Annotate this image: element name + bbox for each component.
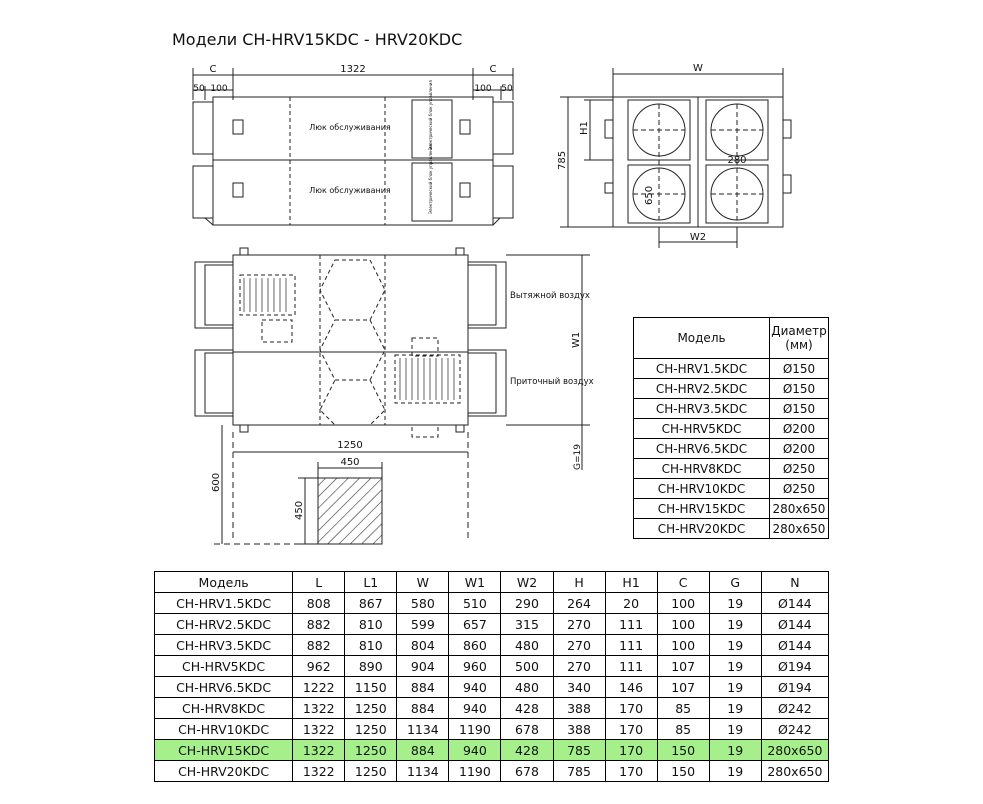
- dim-w2: W2: [689, 232, 707, 243]
- cell-diameter: 280x650: [770, 519, 829, 539]
- spec-cell: 960: [449, 656, 501, 677]
- spec-header-3: W: [397, 572, 449, 593]
- cell-model: CH-HRV2.5KDC: [634, 379, 770, 399]
- table-row: [634, 419, 829, 439]
- spec-cell: 100: [657, 593, 709, 614]
- spec-cell: 1250: [345, 740, 397, 761]
- table-row: [634, 499, 829, 519]
- spec-cell: 1190: [449, 761, 501, 782]
- spec-cell: Ø194: [761, 656, 828, 677]
- spec-cell: 85: [657, 698, 709, 719]
- cell-diameter: Ø150: [770, 359, 829, 379]
- spec-cell: 107: [657, 677, 709, 698]
- spec-cell: 19: [709, 761, 761, 782]
- spec-cell: 1150: [345, 677, 397, 698]
- spec-cell: 480: [501, 635, 553, 656]
- dim-c-right: C: [489, 64, 497, 75]
- spec-header-7: H1: [605, 572, 657, 593]
- spec-cell: 810: [345, 614, 397, 635]
- spec-cell: 940: [449, 740, 501, 761]
- hatch-label-1: Люк обслуживания: [309, 123, 391, 132]
- dim-length: 1322: [340, 64, 366, 75]
- spec-cell: CH-HRV20KDC: [155, 761, 293, 782]
- side-view: [560, 68, 791, 248]
- top-view: [193, 68, 513, 225]
- spec-header-1: L: [293, 572, 345, 593]
- table-row: [155, 719, 829, 740]
- cell-model: CH-HRV3.5KDC: [634, 399, 770, 419]
- control-box-label-1: Электрический блок управления: [428, 80, 433, 150]
- spec-cell: Ø242: [761, 698, 828, 719]
- cell-diameter: Ø150: [770, 399, 829, 419]
- spec-cell: CH-HRV3.5KDC: [155, 635, 293, 656]
- spec-cell: 111: [605, 656, 657, 677]
- table-row: [634, 359, 829, 379]
- spec-cell: 85: [657, 719, 709, 740]
- spec-cell: 882: [293, 635, 345, 656]
- spec-cell: 785: [553, 740, 605, 761]
- diameter-header-diameter: Диаметр (мм): [770, 318, 829, 359]
- spec-cell: 19: [709, 614, 761, 635]
- spec-cell: 170: [605, 719, 657, 740]
- spec-cell: CH-HRV6.5KDC: [155, 677, 293, 698]
- spec-cell: 904: [397, 656, 449, 677]
- spec-cell: 890: [345, 656, 397, 677]
- spec-cell: 1250: [345, 719, 397, 740]
- table-row: [634, 459, 829, 479]
- cell-diameter: 280x650: [770, 499, 829, 519]
- dim-450-height: 450: [294, 500, 305, 520]
- spec-cell: CH-HRV15KDC: [155, 740, 293, 761]
- spec-cell: 19: [709, 635, 761, 656]
- spec-cell: 599: [397, 614, 449, 635]
- spec-cell: 1322: [293, 698, 345, 719]
- spec-header-0: Модель: [155, 572, 293, 593]
- spec-header-6: H: [553, 572, 605, 593]
- spec-cell: 340: [553, 677, 605, 698]
- spec-cell: 19: [709, 593, 761, 614]
- spec-cell: 280x650: [761, 740, 828, 761]
- spec-cell: 270: [553, 635, 605, 656]
- spec-cell: 264: [553, 593, 605, 614]
- spec-cell: CH-HRV1.5KDC: [155, 593, 293, 614]
- dim-g: G=19: [573, 444, 583, 470]
- spec-header-8: C: [657, 572, 709, 593]
- spec-cell: 940: [449, 698, 501, 719]
- spec-cell: 1250: [345, 761, 397, 782]
- dim-c-left: C: [209, 64, 217, 75]
- spec-cell: 19: [709, 677, 761, 698]
- dim-100-right: 100: [474, 84, 492, 94]
- spec-cell: 388: [553, 719, 605, 740]
- spec-cell: Ø242: [761, 719, 828, 740]
- spec-cell: 867: [345, 593, 397, 614]
- spec-cell: 785: [553, 761, 605, 782]
- spec-cell: 860: [449, 635, 501, 656]
- spec-cell: 940: [449, 677, 501, 698]
- spec-cell: 20: [605, 593, 657, 614]
- spec-cell: 170: [605, 740, 657, 761]
- cell-model: CH-HRV6.5KDC: [634, 439, 770, 459]
- spec-cell: 270: [553, 656, 605, 677]
- spec-cell: 146: [605, 677, 657, 698]
- spec-header-9: G: [709, 572, 761, 593]
- dim-w1: W1: [571, 331, 582, 348]
- exhaust-label: Вытяжной воздух: [510, 291, 590, 301]
- spec-header-10: N: [761, 572, 828, 593]
- cell-model: CH-HRV15KDC: [634, 499, 770, 519]
- dim-w: W: [693, 63, 703, 74]
- table-row: [634, 399, 829, 419]
- dim-50-left: 50: [193, 84, 205, 94]
- spec-cell: 100: [657, 614, 709, 635]
- spec-header-5: W2: [501, 572, 553, 593]
- spec-cell: 678: [501, 761, 553, 782]
- table-row: [155, 761, 829, 782]
- dim-280: 280: [727, 155, 747, 166]
- spec-cell: 150: [657, 761, 709, 782]
- spec-cell: 1322: [293, 719, 345, 740]
- dim-100-left: 100: [210, 84, 228, 94]
- spec-cell: 270: [553, 614, 605, 635]
- spec-cell: 884: [397, 677, 449, 698]
- spec-cell: 280x650: [761, 761, 828, 782]
- cell-model: CH-HRV5KDC: [634, 419, 770, 439]
- spec-cell: 1190: [449, 719, 501, 740]
- spec-cell: Ø144: [761, 635, 828, 656]
- spec-cell: 884: [397, 740, 449, 761]
- spec-cell: Ø194: [761, 677, 828, 698]
- cell-diameter: Ø150: [770, 379, 829, 399]
- spec-cell: CH-HRV2.5KDC: [155, 614, 293, 635]
- hatch-label-2: Люк обслуживания: [309, 186, 391, 195]
- spec-cell: 428: [501, 740, 553, 761]
- spec-cell: 1322: [293, 761, 345, 782]
- spec-header-2: L1: [345, 572, 397, 593]
- spec-cell: 19: [709, 719, 761, 740]
- spec-cell: 580: [397, 593, 449, 614]
- dim-50-right: 50: [501, 84, 513, 94]
- spec-cell: 884: [397, 698, 449, 719]
- cell-model: CH-HRV10KDC: [634, 479, 770, 499]
- spec-cell: 290: [501, 593, 553, 614]
- spec-cell: 19: [709, 656, 761, 677]
- cell-diameter: Ø200: [770, 439, 829, 459]
- table-row: [155, 656, 829, 677]
- spec-cell: Ø144: [761, 593, 828, 614]
- spec-cell: 657: [449, 614, 501, 635]
- spec-cell: 315: [501, 614, 553, 635]
- spec-cell: CH-HRV5KDC: [155, 656, 293, 677]
- dim-h1: H1: [579, 121, 590, 135]
- spec-cell: 111: [605, 614, 657, 635]
- spec-cell: 480: [501, 677, 553, 698]
- table-row: [155, 635, 829, 656]
- spec-cell: 111: [605, 635, 657, 656]
- spec-cell: 100: [657, 635, 709, 656]
- dim-1250: 1250: [337, 440, 363, 451]
- spec-cell: 808: [293, 593, 345, 614]
- spec-cell: 882: [293, 614, 345, 635]
- dim-450-width: 450: [340, 457, 360, 468]
- cell-diameter: Ø250: [770, 459, 829, 479]
- spec-cell: 150: [657, 740, 709, 761]
- page-title: Модели CH-HRV15KDC - HRV20KDC: [172, 30, 463, 49]
- cell-diameter: Ø250: [770, 479, 829, 499]
- spec-cell: 962: [293, 656, 345, 677]
- table-row: [155, 593, 829, 614]
- dim-785: 785: [557, 150, 568, 170]
- cell-model: CH-HRV20KDC: [634, 519, 770, 539]
- table-row: [155, 677, 829, 698]
- spec-header-4: W1: [449, 572, 501, 593]
- dim-600: 600: [211, 472, 222, 492]
- cell-diameter: Ø200: [770, 419, 829, 439]
- specifications-table: [154, 571, 829, 782]
- spec-cell: 810: [345, 635, 397, 656]
- table-row: [634, 519, 829, 539]
- table-row: [634, 379, 829, 399]
- spec-cell: CH-HRV10KDC: [155, 719, 293, 740]
- supply-label: Приточный воздух: [510, 377, 594, 387]
- dim-650: 650: [644, 185, 655, 205]
- spec-cell: 678: [501, 719, 553, 740]
- spec-cell: 170: [605, 761, 657, 782]
- cell-model: CH-HRV1.5KDC: [634, 359, 770, 379]
- spec-cell: 388: [553, 698, 605, 719]
- spec-cell: 1134: [397, 719, 449, 740]
- spec-cell: 510: [449, 593, 501, 614]
- table-row: [155, 614, 829, 635]
- diameter-header-model: Модель: [634, 318, 770, 359]
- spec-cell: 19: [709, 698, 761, 719]
- table-row: [634, 439, 829, 459]
- control-box-label-2: Электрический блок управления: [428, 144, 433, 214]
- spec-cell: 804: [397, 635, 449, 656]
- diameter-table: [633, 317, 829, 539]
- spec-cell: 170: [605, 698, 657, 719]
- spec-cell: 1222: [293, 677, 345, 698]
- table-row: [634, 479, 829, 499]
- spec-cell: Ø144: [761, 614, 828, 635]
- spec-cell: 500: [501, 656, 553, 677]
- spec-cell: 1250: [345, 698, 397, 719]
- spec-cell: 107: [657, 656, 709, 677]
- spec-cell: 1322: [293, 740, 345, 761]
- cell-model: CH-HRV8KDC: [634, 459, 770, 479]
- table-row: [155, 698, 829, 719]
- spec-cell: CH-HRV8KDC: [155, 698, 293, 719]
- spec-cell: 428: [501, 698, 553, 719]
- spec-cell: 1134: [397, 761, 449, 782]
- spec-cell: 19: [709, 740, 761, 761]
- table-row: [155, 740, 829, 761]
